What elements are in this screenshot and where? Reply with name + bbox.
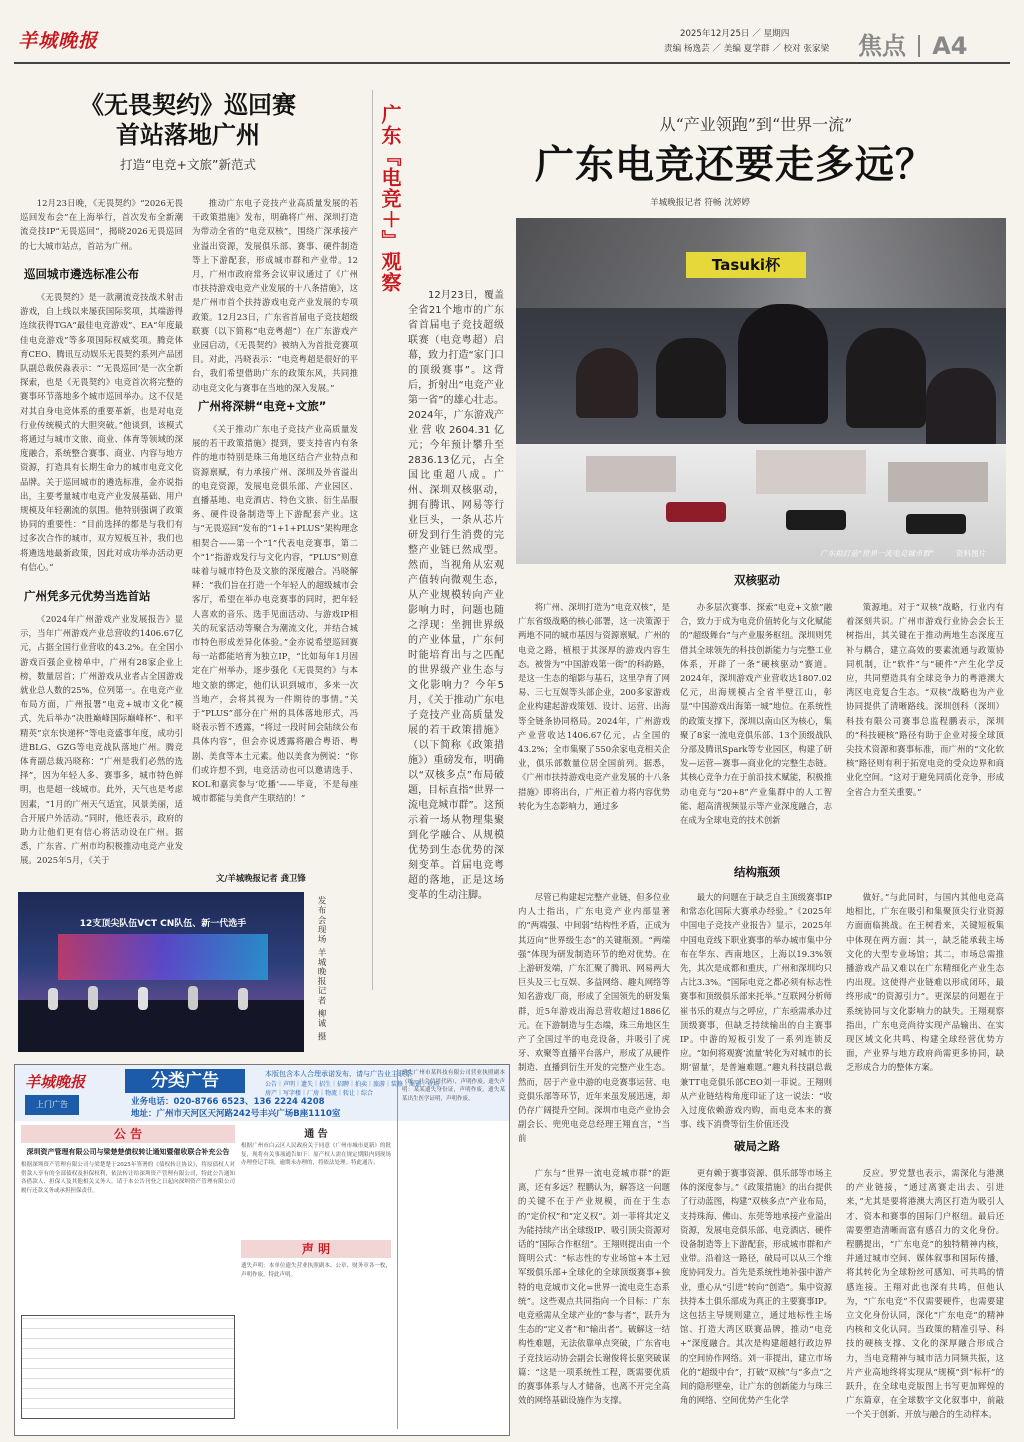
column-divider (372, 90, 373, 990)
ads-logo: 羊城晚报 (25, 1073, 86, 1091)
sec3-col1 (518, 1166, 670, 1434)
ads-category: 分类广告 (125, 1069, 245, 1093)
masthead-rule (14, 62, 1010, 64)
player-shirt (888, 462, 988, 502)
left-article-title (18, 90, 358, 176)
photo2-banner: 12支顶尖队伍VCT CN队伍、新一代选手 (79, 919, 247, 929)
press-conference-photo (18, 892, 304, 1052)
section-heading-3: 破局之路 (734, 1139, 780, 1153)
player-figure (576, 348, 638, 418)
sec2-col3 (846, 890, 1004, 1126)
main-byline: 羊城晚报记者 符畅 沈婷婷 (650, 198, 750, 208)
ads-cats: 公告｜声明｜遗失｜招生｜招聘｜拍卖｜旅游｜装修｜商铺｜市场｜房产｜写字楼｜厂房｜物流｜转让｜综合 (265, 1081, 446, 1097)
left-col2-body (192, 196, 358, 393)
left-lead-text: 12月23日晚，《无畏契约》“2026无畏巡回发布会”在上海举行，首次发布全新潮流竞技IP“无畏巡回”，揭晓2026无畏巡回的七大城市站点，首站为广州。 (20, 198, 183, 251)
photo2-person (48, 988, 58, 1010)
ads-phone: 业务电话：020-8766 6523、136 2224 4208 (131, 1097, 325, 1107)
sec3-col3-text: 反应。罗党慧也表示，需深化与港澳的产业链接，“通过离赛走出去、引进来，”尤其是要将港澳大湾区打造为吸引人才、资本和赛事的国际门户枢纽。最后还需要塑造清晰而富有感召力的文化身份。程鹏提出，“广东电竞”的独特精神内核，并通过城市空间、媒体叙事和国际传播，将其转化为全球粉丝可感知、可共鸣的情感连接。王翔对此也深有共鸣，但他认为，“广东电竞”不仅需要硬件，也需要建立文化身份认同，深化“广东电竞”的精神内核和文化认同。当政策的精准引导、科技的硬核支撑、文化的深厚融合形成合力，当电竞精神与城市活力同频共振，这片产业高地终将实现从“规模”到“标杆”的跃升，在全球电竞版图上书写更加辉煌的广东篇章，在全球数字文化叙事中，前敲一个关于创新、开放与融合的生动样本。 (846, 1168, 1004, 1420)
controller-phone (786, 510, 846, 530)
ads-address: 地址：广州市天河区天河路242号丰兴广场B座1110室 (131, 1109, 341, 1119)
sec2-col3-text: 做好。”与此同时，与国内其他电竞高地相比，广东在吸引和集聚顶尖行业资源方面面临挑战。在王树看来，关键短板集中体现在两方面：其一，缺乏能承载主场文化的大型专业场馆；其二，市场总需推播游戏产品又难以在广东精细化产业生态内出现。这使得产业链难以形成闭环，最终形成“的资源引力”。更深层的问题在于系统协同与文化影响力的缺失。王翔观察指出，广东电竞尚待实现产品输出、在实现区域文化共鸣、构建全球经营优势方面，产业界与地方政府尚需更多协同，缺乏形成合力的整体方案。 (846, 892, 1004, 1073)
player-figure (846, 328, 926, 428)
sec2-col1-text: 尽管已构建起完整产业链，但多位业内人士指出，广东电竞产业内部显著的“两端强、中间弱”结构性矛盾，正成为其迈向“世界级生态”的关键瓶颈。“两端强”体现为研发制造环节的绝对优势。在上游研发端，广东汇聚了腾讯、网易两大巨头及三七互娱、多益网络、趣丸网络等知名游戏厂商，形成了全国领先的研发集群，近5年游戏出海总营收超过1886亿元。在下游制造与生态端，珠三角地区生产了全国过半的电竞设备，并吸引了虎牙、欢聚等直播平台落户，形成了从硬件制造、直播到衍生开发的完整产业生态。然而，居于产业中游的电竞赛事运营、电竞俱乐部等环节，近年来虽发展迅速，却仍存广阔提升空间。深圳市电竞产业协会副会长、兜兜电竞总经理王翔直言，“当前 (518, 892, 670, 1144)
photo-caption-overlay (820, 548, 934, 559)
main-esports-photo (516, 218, 1006, 564)
right-ads-column (397, 1069, 505, 1429)
classified-ads-block (14, 1064, 510, 1436)
left-col2-text: 推动广东电子竞技产业高质量发展的若干政策措施》发布，明确将广州、深圳打造为带动全省的“电竞双核”，围绕广深承接产业溢出资源，发展俱乐部、赛事、硬件制造等上下游配套，形成城市群和产业带。12月，广州市政府常务会议审议通过了《广州市扶持游戏电竞产业发展的十八条措施》，这是广州市首个扶持游戏电竞产业发展的专项政策。12月23日，广东省首届电子竞技超级联赛（以下简称“电竞粤超”）在广东游戏产业园启动，《无畏契约》被纳入为首批竞赛项目。对此，冯晓表示：“电竞粤超是很好的平台，我们希望借助广东的政策东风，共同推动电竞文化与赛事在当地的深入发展。” (192, 198, 358, 393)
main-headline: 广东电竞还要走多远？ (534, 142, 935, 188)
left-subhead-1: 巡回城市遴选标准公布 (24, 267, 139, 281)
sec3-col2 (680, 1166, 832, 1434)
left-subhead-3: 广州将深耕“电竞+文旅” (198, 399, 327, 413)
section-divider (918, 35, 920, 57)
photo2-person (238, 988, 248, 1010)
vertical-section-label: 广东『电竞＋』观察 (378, 104, 402, 293)
sec1-col2 (680, 600, 832, 858)
photo2-person (88, 986, 98, 1010)
player-figure (656, 338, 726, 418)
player-shirt (586, 456, 676, 492)
notice-title: 公 告 (21, 1125, 235, 1143)
middle-column (241, 1125, 391, 1429)
left-col1-body (20, 290, 183, 580)
player-figure (926, 368, 996, 448)
sec3-col3 (846, 1166, 1004, 1434)
left-col1-text: 《无畏契约》是一款潮流竞技战术射击游戏，自上线以来屡获国际奖项，其端游得连续获得TGA“最佳电竞游戏”、EA“年度最佳电竞游戏”等多项国际权威奖项。腾竞体育CEO、腾讯互动娱乐无畏契约系列产品团队副总裁侯淼表示：“‘无畏巡回’是一次全新探索，也是《无畏契约》电竞首次将完整的赛事环节落地多个城市巡回举办。这不仅是对其自身电竞体系的重要革新，也是对电竞行业传统模式的大胆突破。”他谈到，该模式将通过与城市文旅、商业、体育等领域的深度融合，系统整合赛事、商业、内容与地方资源，打造具有长期生命力的城市电竞文化品牌。关于巡回城市的遴选标准，金亦说指出，主要考量城市电竞产业发展基础、用户规模及年轻潮流的氛围。他特别强调了政策协同的重要性：“目前选择的都是与我们有过多次合作的城市，双方短板互补，我们也将遴选地最新政策，因此对成功举办活动更有信心。” (20, 292, 183, 572)
section-heading-1: 双核驱动 (734, 573, 780, 587)
notice-subtitle: 深圳资产管理有限公司与梁楚楚债权转让通知暨催收联合补充公告 (26, 1147, 230, 1156)
main-kicker: 从“产业领跑”到“世界一流” (659, 115, 853, 134)
notice-body: 根据深圳资产管理有限公司与梁楚楚于2025年签署的《债权转让协议》，将原债权人对借款人享有的全部债权及担保权利，依法转让给深圳资产管理有限公司，特此公告通知各借款人、担保人及其他相关义务人。请于本公告刊登之日起向深圳资产管理有限公司履行还款义务或承担担保责任。 (21, 1162, 235, 1194)
sec1-col3 (846, 600, 1004, 858)
sec3-col1-text: 广东与“世界一流电竞城市群”的距离，还有多远？程鹏认为，解答这一问题的关键不在于产业规模，而在于生态的“定价权”和“定义权”。刘一菲将其定义为能持续产出全球级IP、吸引顶尖资源对话的“国际合作枢纽”。王翔则提出由一个简明公式：“标志性的专业场馆+本土冠军级俱乐部+全球化的全球顶级赛事+独特的电竞城市文化=世界一流电竞生态系统”。这些观点共同指向一个目标：广东电竞亟需从全球产业的“参与者”，跃升为生态的“定义者”和“输出者”。破解这一结构性难题，无法依靠单点突破，广东省电子竞技运动协会副会长谢俊将长驱突破谋篇：“这是一项系统性工程，既需要优质的赛事体系与人才储备，也离不开完全高效的网络基础设施作为支撑。 (518, 1168, 670, 1406)
left-col2-body2 (192, 422, 358, 870)
sec2-col2-text: 最大的问题在于缺乏自主顶级赛事IP和常态化国际大赛承办经验。”《2025年中国电子竞技产业报告》显示，2025年中国电竞线下职业赛事的举办城市集中分布在华东、西南地区，上海以19.3%领先，其次是成都和重庆，广州和深圳均只占比3.3%。“国际电竞之都必须有标志性赛事和顶级俱乐部来托举。”互联网分析师崔书乐的观点与之呼应，广东亟需承办过顶级赛事，但缺乏持续输出的自主赛事IP。中游的短板引发了一系列连锁反应。“如何将观赛‘流量’转化为对城市的长期‘留量’，是普遍难题。”趣丸科技副总裁兼TT电竞俱乐部CEO刘一菲说。王翔则从产业链结构角度印证了这一说法：“收入过度依赖游戏内购，而电竞本来的赛事、线下消费等衍生价值还没 (680, 892, 832, 1130)
sec1-col1 (518, 600, 670, 858)
sec1-col3-text: 策源地。对于“双核”战略，行业内有着深刻共识。广州市游戏行业协会会长王树指出，其关键在于推动两地生态深度互补与耦合，建立高效的要素流通与政策协同机制，让“软件”与“硬件”产生化学反应，共同塑造具有全球竞争力的粤港澳大湾区电竞复合生态。“双核”战略也为产业协同提供了清晰路线。深圳创科（深圳）科技有限公司赛事总监程鹏表示，深圳的“科技硬核”路径有助于企业对接全球顶尖技术资源和赛事标准，而广州的“文化软核”路径则有利于拓宽电竞的受众边界和商业化空间。“这对于避免同质化竞争，形成全省合力至关重要。” (846, 602, 1004, 797)
left-subhead-2: 广州凭多元优势当选首站 (24, 589, 151, 603)
notice-table (21, 1315, 235, 1419)
page-number: A4 (932, 32, 968, 60)
sec2-col2 (680, 890, 832, 1130)
shengming-title: 声 明 (241, 1240, 391, 1258)
tongxun-body: 根据广州市白云区人民政府关于同意《广州市城市更新》的批复，现将有关事项通告如下：原产权人需在规定期限内到现场办理登记手续，逾期未办理的，将依法处理。特此通告。 (241, 1143, 391, 1166)
left-byline: 文/羊城晚报记者 龚卫锋 (216, 873, 306, 883)
photo2-person (188, 986, 198, 1010)
section-name: 焦点 (858, 32, 906, 60)
left-title-line1: 《无畏契约》巡回赛 (80, 90, 296, 119)
photo-caption: 广东拟打造“世界一流电竞城市群” (820, 549, 935, 558)
masthead-logo (18, 26, 138, 54)
right-ads-body: 遗失广州市某科技有限公司营业执照副本（统一社会信用代码），声明作废。遗失声明：某某遗失身份证，声明作废。遗失某某出生医学证明，声明作废。 (402, 1070, 505, 1102)
left-col2-text2: 《关于推动广东电子竞技产业高质量发展的若干政策措施》提到，要支持省内有条件的地市特别是珠三角地区结合产业特点和资源禀赋，有力承接广州、深圳及外省溢出的电竞资源，发展电竞俱乐部、产业园区、直播基地、电竞酒店、特色文旅、衍生品服务、硬件设备制造等上下游配套产业。这与“无畏巡回”发布的“1+1+PLUS”架构理念相契合——第一个“1”代表电竞赛事，第二个“1”指游戏发行与文化内容，“PLUS”则意味着与城市特色及文旅的深度融合。冯晓解释：“我们旨在打造一个年轻人的超级城市会客厅，希望在举办电竞赛事的同时，把年轻人喜欢的音乐、选手见面活动、与游戏IP相关的玩家活动等聚合为潮流文化，并结合城市特色形成差异化体验。”金亦说希望巡回赛每一站都能培育为独立IP，“比如每年1月固定在广州举办，逐步强化《无畏契约》与本地文旅的绑定，他们认识到城市，多来一次当地产，会将其视为一件期待的事情。”关于“PLUS”部分在广州的具体落地形式，冯晓表示暂不透露，“将过一段时间会陆续公布具体内容”，但会亦说透露将融合粤语、粤剧、美食等本土元素。他以美食为例说：“你们或许想不到，电竞活动也可以邀请选手、KOL和嘉宾参与‘吃播’——毕竟，不是每座城市都能与美食产生联结的！” (192, 424, 358, 804)
shengming-body: 遗失声明：本单位遗失营业执照副本、公章、财务章各一枚，声明作废。特此声明。 (241, 1263, 391, 1278)
left-subtitle: 打造“电竞+文旅”新范式 (120, 157, 256, 172)
player-figure (738, 304, 828, 424)
photo2-person (138, 987, 148, 1010)
sec1-col1-text: 将广州、深圳打造为“电竞双核”，是广东省级战略的核心部署，这一决策源于两地不同的城市基因与资源禀赋。广州的电竞之路，植根于其深厚的游戏内容生态。被誉为“中国游戏第一街”的科韵路，是这一生态的缩影与基石，这里孕育了网易、三七互娱等头部企业，200多家游戏企业构建起游戏策划、设计、运营、出海等全链条协同格局。2024年，广州游戏产业营收达1406.67亿元，占全国的43.2%；全市集聚了550余家电竞相关企业，俱乐部数量位居全国前列。据悉，《广州市扶持游戏电竞产业发展的十八条措施》即将出台，广州正着力将内容优势转化为生态影响力，通过多 (518, 602, 670, 811)
left-col1-text2: 《2024年广州游戏产业发展报告》显示，当年广州游戏产业总营收约1406.67亿元，占据全国行业营收的43.2%。在全国小游戏百强企业榜单中，广州有28家企业上榜，数量居首；广州游戏从业者占全国游戏就业总人数的25%，位列第一。在电竞产业布局方面，广州报署“电竞+城市文化”模式，先后举办“决胜巅峰国际巅峰杯”、和平精英“京东快递杯”等电竞盛事年度，成功引进BLG、GZG等电竞战队落地广州。腾竞体育副总裁冯晓称：“广州是我们必然的选择”，因为年轻人多、赛事多，城市特色鲜明，也是超一线城市。此外，天气也是考虑因素，“1月的广州天气适宜，风景美丽，适合开展户外活动。”同时，他还表示，政府的助力让他们更有信心将活动设在广州。据悉，广东省、广州市均积极推动电竞产业发展。2025年5月，《关于 (20, 614, 183, 866)
section-heading-2: 结构瓶颈 (734, 865, 780, 879)
photo2-stage (18, 1000, 304, 1052)
teaser-text: 12月23日，覆盖全省21个地市的广东省首届电子竞技超级联赛（电竞粤超）启幕，致力打造“家门口的顶级赛事”。这背后，折射出“电竞产业第一省”的雄心壮志。2024年，广东游戏产业营收2604.31亿元；今年预计攀升至2836.13亿元，占全国比重超八成。广州、深圳双核驱动，拥有腾讯、网易等行业巨头，一条从芯片研发到行生消费的完整产业链已然成型。然而，当视角从宏观产值转向微观生态，从产业规模转向产业影响力时，问题也随之浮现：坐拥世界级的产业体量，广东何时能培育出与之匹配的世界级产业生态与文化影响力？今年5月，《关于推动广东电子竞技产业高质量发展的若干政策措施》（以下简称《政策措施》）重磅发布，明确以“双核多点”布局破题，目标直指“世界一流电竞城市群”。这预示着一场从物理集聚到化学融合、从规模优势到生态优势的深刻变革。首届电竞粤超的落地，正是这场变革的生动注脚。 (408, 290, 504, 901)
tongxun-title: 通 告 (304, 1129, 328, 1140)
photo2-screen (58, 934, 268, 980)
controller-phone (666, 502, 726, 522)
page-section (858, 26, 1008, 60)
date-line: 2025年12月25日 ／ 星期四 (680, 29, 790, 39)
sec3-col2-text: 更有赖于赛事资源、俱乐部等市场主体的深度参与。”《政策措施》的出台提供了行动蓝图，构建“双核多点”产业布局，支持珠海、佛山、东莞等地承接产业溢出资源，发展电竞俱乐部、电竞酒店、硬件设备制造等上下游配套，形成城市群和产业带。沿着这一路径，破局可以从三个维度协同发力。首先是系统性地补强中游产业，重心从“引进”转向“创造”。集中资源扶持本土俱乐部成为真正的主要赛事IP。这包括主导规则建立，通过地标性主场馆、打造大湾区联赛品牌，推动“电竞+”深度融合。其次是构建超越行政边界的空间协作网络。刘一菲提出，建立市场化的“超级中台”，打破“双核”与“多点”之间的隐形壁垒，让广东的创新能力与珠三角的网络、空间优势产生化学 (680, 1168, 832, 1406)
notice-column (21, 1125, 235, 1429)
editors-line: 责编 杨逸芸 ／ 美编 夏学群 ／ 校对 张家梁 (664, 44, 830, 54)
player-shirt (756, 450, 866, 494)
left-lead (20, 196, 183, 256)
sec2-col1 (518, 890, 670, 1144)
teaser-block (408, 288, 504, 901)
left-col1-body2 (20, 612, 183, 912)
photo2-side-caption: 发布会现场 羊城晚报记者 柳诚 摄 (316, 896, 326, 1042)
photo-credit: 资料图片 (956, 549, 987, 558)
photo-banner-text: Tasuki杯 (686, 252, 806, 278)
controller-phone (906, 514, 966, 534)
ads-online-label: 上门广告 (25, 1095, 79, 1115)
logo-text: 羊城晚报 (18, 30, 99, 52)
ads-logo-wrap (25, 1071, 85, 1092)
sec1-col2-text: 办多层次赛事、探索“电竞+文旅”融合，致力于成为电竞价值转化与文化赋能的“超级舞台”与产业服务枢纽。深圳则凭借其全球领先的科技创新能力与完整工业体系，开辟了一条“硬核驱动”赛道。2024年，深圳游戏产业营收达1807.02亿元，出海规模占全省半壁江山，彰显“中国游戏出海第一城”地位。在系统性的政策支撑下，深圳以南山区为核心，集聚了8家一流电竞俱乐部、13个顶级战队分部及腾讯Spark等专业园区，构建了研发—运营—赛事—商业化的完整生态链。其核心竞争力在于前沿技术赋能，积极推动电竞与“20+8”产业集群中的人工智能、超高清视频显示等产业深度融合，志在成为全球电竞的技术创新 (680, 602, 832, 826)
ads-tagline: 本版包含本人合理承诺发布、请与广告业主联系 (265, 1070, 412, 1078)
left-title-line2: 首站落地广州 (116, 120, 260, 149)
